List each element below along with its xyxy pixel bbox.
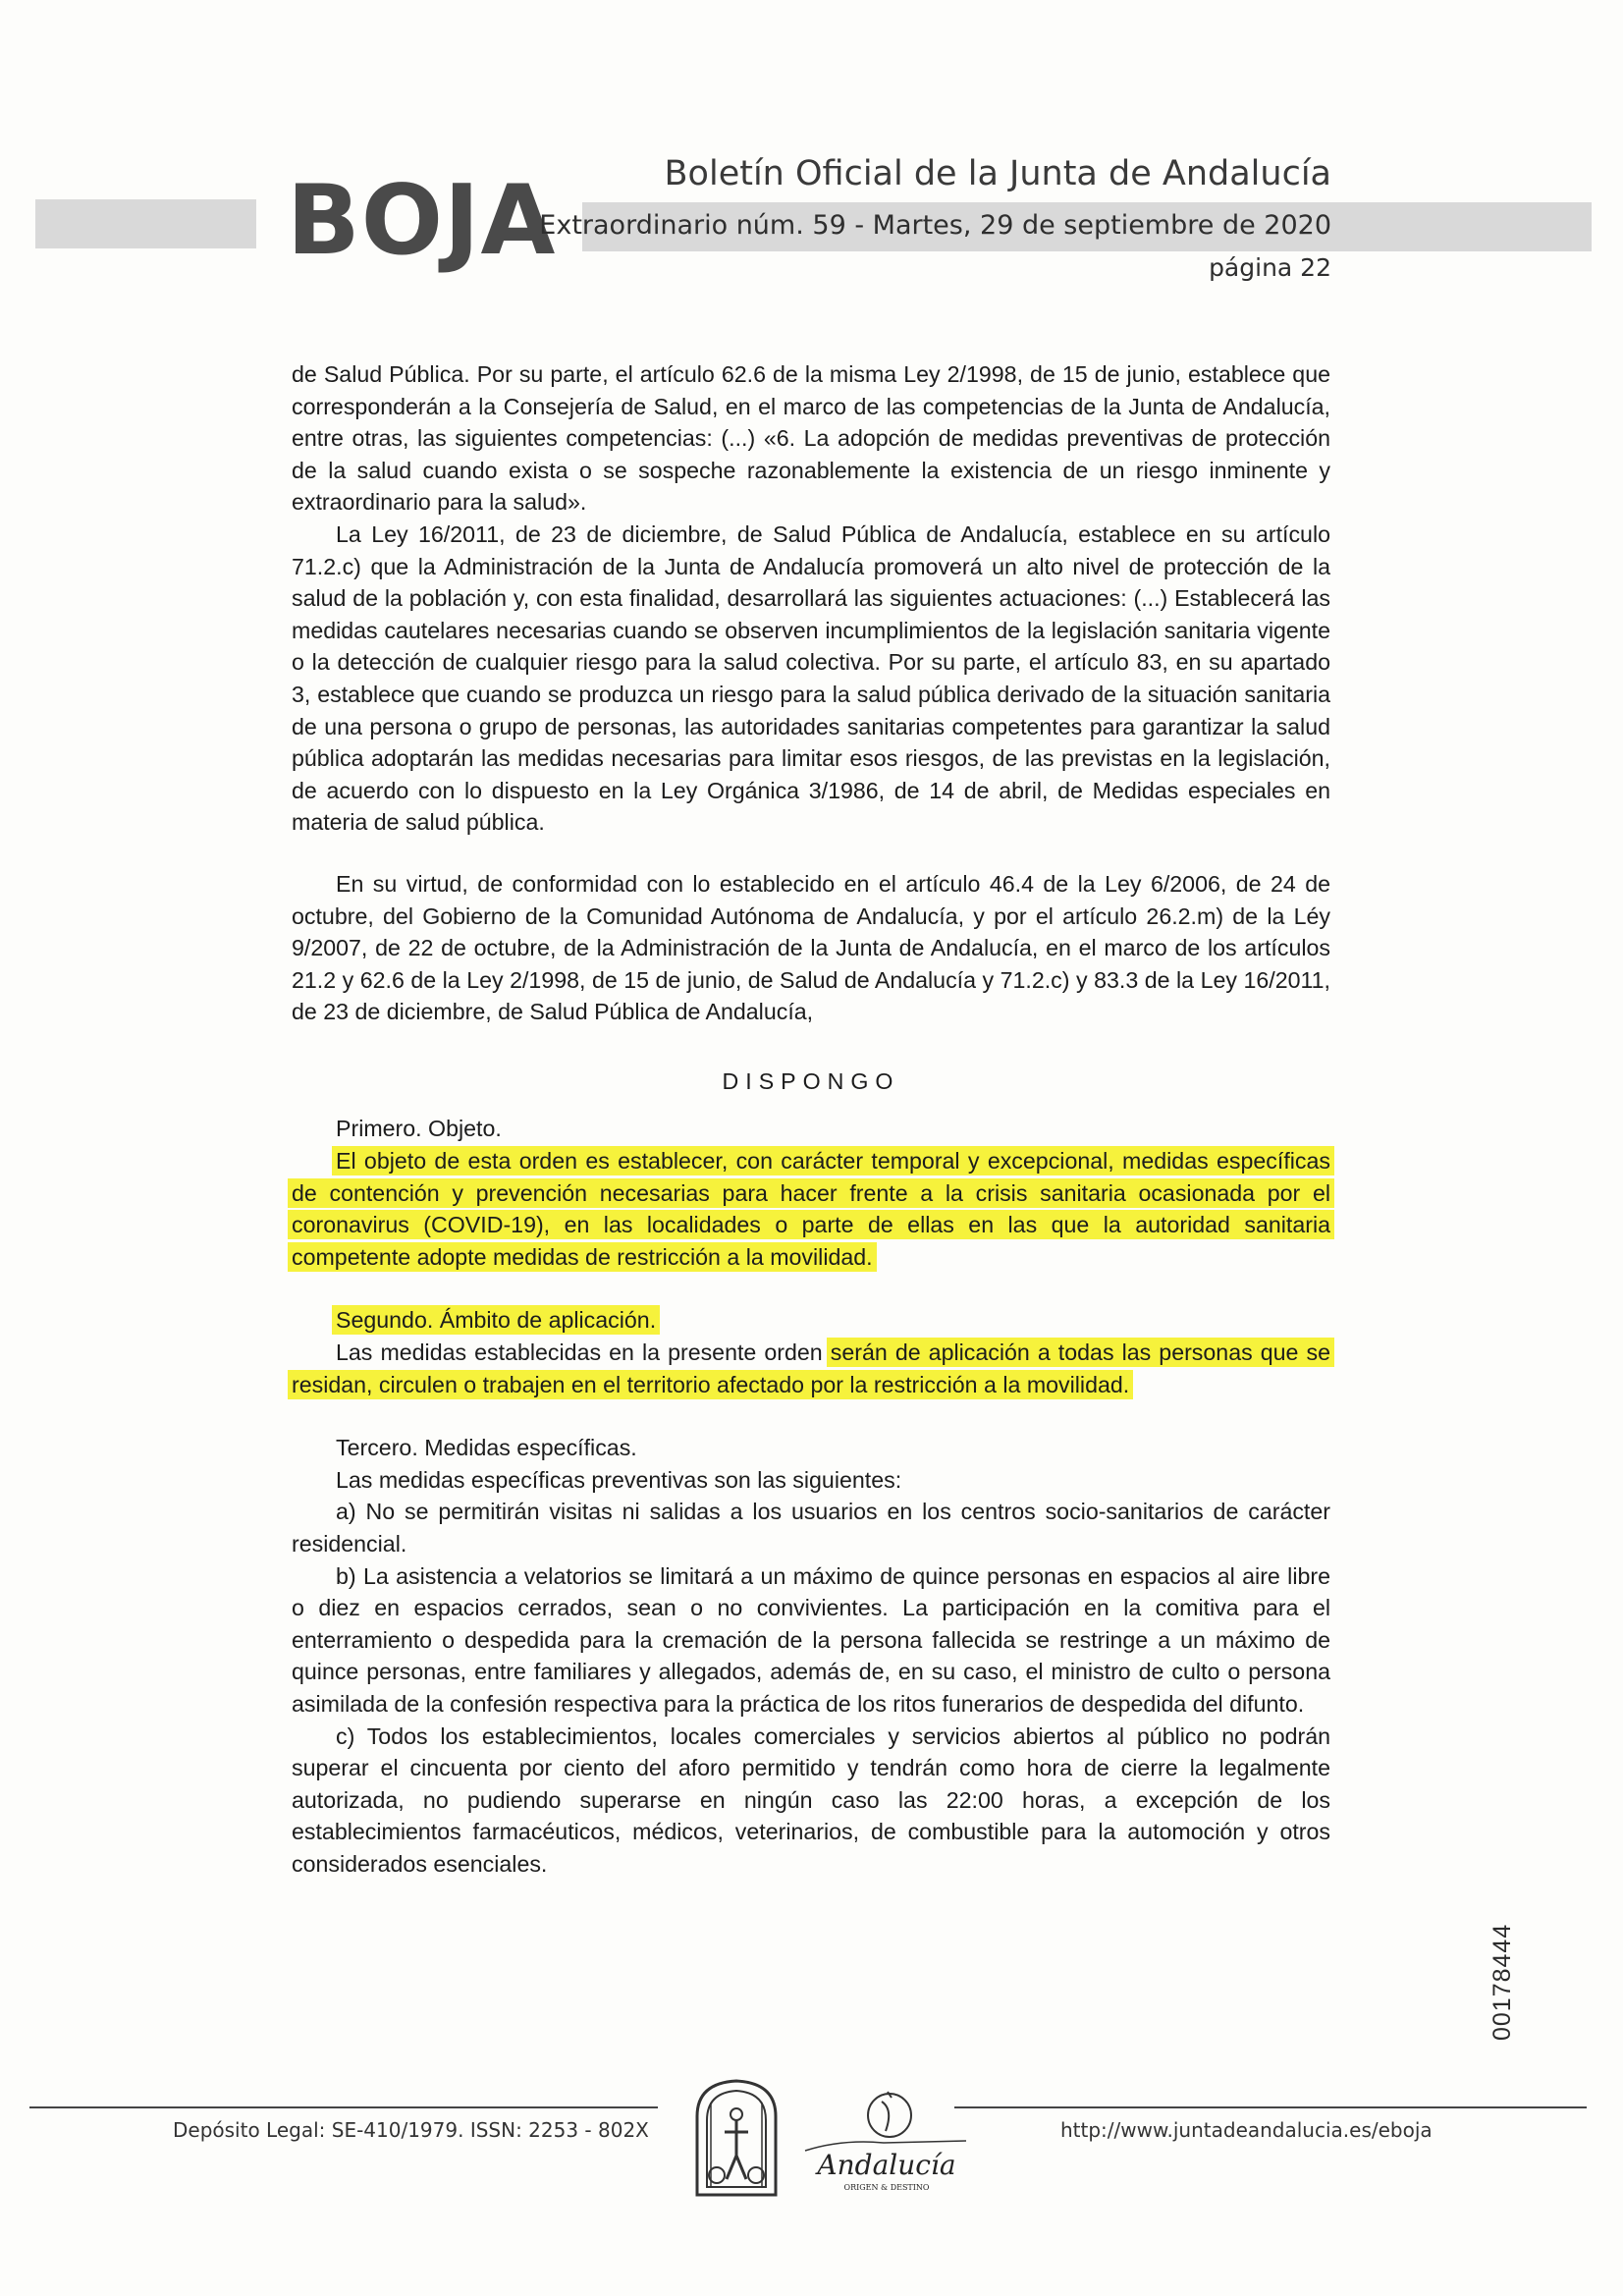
issue-line: Extraordinario núm. 59 - Martes, 29 de septiembre de 2020 <box>539 210 1331 241</box>
paragraph: La Ley 16/2011, de 23 de diciembre, de Salud Pública de Andalucía, establece en su artículo 71.2.c) que la Administración de la Junta de Andalucía promoverá un alto nivel de protección de la salud de la población y, con esta finalidad, desarrollará las siguientes actuaciones: (...) Establecerá las medidas cautelares necesarias cuando se observen incumplimientos de la legislación sanitaria vigente o la detección de cualquier riesgo para la salud colectiva. Por su parte, el artículo 83, en su apartado 3, establece que cuando se produzca un riesgo para la salud pública derivado de la situación sanitaria de una persona o grupo de personas, las autoridades sanitarias competentes para garantizar la salud pública adoptarán las medidas necesarias para limitar esos riesgos, de las previstas en la legislación, de acuerdo con lo dispuesto en la Ley Orgánica 3/1986, de 14 de abril, de Medidas especiales en materia de salud pública. <box>292 520 1330 836</box>
paragraph: En su virtud, de conformidad con lo establecido en el artículo 46.4 de la Ley 6/2006, de 24 de octubre, del Gobierno de la Comunidad Autónoma de Andalucía, y por el artículo 26.2.m) de la Léy 9/2007, de 22 de octubre, de la Administración de la Junta de Andalucía, en el marco de los artículos 21.2 y 62.6 de la Ley 2/1998, de 15 de junio, de Salud de Andalucía y 71.2.c) y 83.3 de la Ley 16/2011, de 23 de diciembre, de Salud Pública de Andalucía, <box>292 870 1330 1025</box>
page-number: página 22 <box>1209 253 1331 282</box>
list-item: a) No se permitirán visitas ni salidas a los usuarios en los centros socio-sanitarios de carácter residencial. <box>292 1499 1330 1557</box>
boja-logo: BOJA <box>287 165 557 277</box>
article-text <box>292 1337 1330 1400</box>
paragraph: de Salud Pública. Por su parte, el artículo 62.6 de la misma Ley 2/1998, de 15 de junio, establece que corresponderán a la Consejería de Salud, en el marco de las competencias de la Junta de Andalucía, entre otras, las siguientes competencias: (...) «6. La adopción de medidas preventivas de protección de la salud cuando exista o se sospeche razonablemente la existencia de un riesgo inminente y extraordinario para la salud». <box>292 361 1330 516</box>
legal-deposit: Depósito Legal: SE-410/1979. ISSN: 2253 - 802X <box>173 2118 649 2142</box>
footer-rule-left <box>29 2106 658 2108</box>
list-item: c) Todos los establecimientos, locales comerciales y servicios abiertos al público no podrán superar el cincuenta por ciento del aforo permitido y tendrán como hora de cierre la legalmente autorizada, no pudiendo superarse en ningún caso las 22:00 horas, a excepción de los establecimientos farmacéuticos, médicos, veterinarios, de combustible para la automoción y otros considerados esenciales. <box>292 1722 1330 1877</box>
header-band-left <box>35 199 256 248</box>
highlighted-text: serán de aplicación a todas las personas que se residan, circulen o trabajen en el territorio afectado por la restricción a la movilidad. <box>288 1338 1334 1399</box>
plain-text: Las medidas establecidas en la presente orden <box>336 1339 823 1366</box>
article-title: Primero. Objeto. <box>336 1116 502 1142</box>
list-item: b) La asistencia a velatorios se limitará a un máximo de quince personas en espacios al aire libre o diez en espacios cerrados, sean o no convivientes. La participación en la comitiva para el enterramiento o despedida para la cremación de la persona fallecida se restringe a un máximo de quince personas, entre familiares y allegados, además de, en su caso, el ministro de culto o persona asimilada de la confesión respectiva para la práctica de los ritos funerarios de despedida del difunto. <box>292 1562 1330 1717</box>
article-title <box>292 1304 1330 1337</box>
section-heading: DISPONGO <box>722 1067 900 1094</box>
brand-tagline: ORIGEN & DESTINO <box>843 2183 930 2192</box>
bulletin-title: Boletín Oficial de la Junta de Andalucía <box>664 154 1331 193</box>
highlighted-text: Segundo. Ámbito de aplicación. <box>332 1305 660 1335</box>
highlighted-text: El objeto de esta orden es establecer, con carácter temporal y excepcional, medidas específicas de contención y prevención necesarias para hacer frente a la crisis sanitaria ocasionada por el coronavirus (COVID-19), en las localidades o parte de ellas en las que la autoridad sanitaria competente adopte medidas de restricción a la movilidad. <box>288 1146 1334 1272</box>
article-text: Las medidas específicas preventivas son las siguientes: <box>336 1466 902 1493</box>
footer-rule-right <box>954 2106 1587 2108</box>
andalusia-coat-of-arms-icon <box>689 2077 784 2199</box>
andalucia-brand-logo <box>803 2080 970 2204</box>
document-body <box>292 358 1330 1881</box>
brand-name: Andalucía <box>817 2149 956 2181</box>
website-link[interactable]: http://www.juntadeandalucia.es/eboja <box>1060 2118 1433 2142</box>
article-text <box>292 1145 1330 1273</box>
margin-reference-code: 00178444 <box>1488 1923 1516 2041</box>
article-title: Tercero. Medidas específicas. <box>336 1435 637 1461</box>
